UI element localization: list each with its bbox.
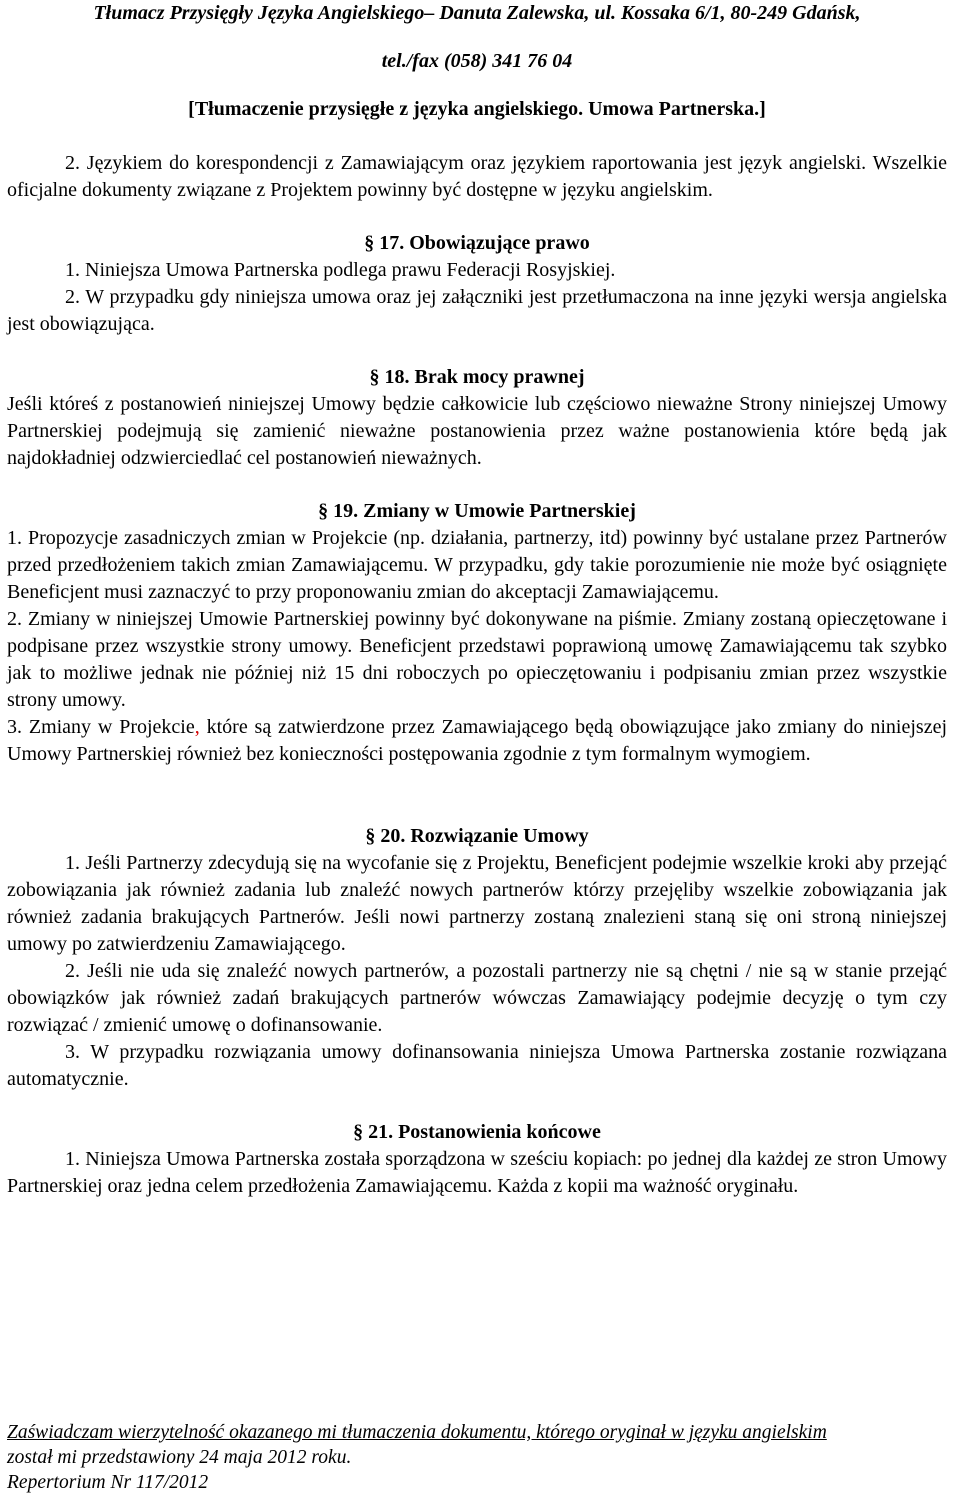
section-17-p2: 2. W przypadku gdy niniejsza umowa oraz jej załączniki jest przetłumaczona na inne języki wersja angielska jest obowiązująca. [7, 286, 947, 335]
section-18-p1: Jeśli któreś z postanowień niniejszej Umowy będzie całkowicie lub częściowo nieważne Strony niniejszej Umowy Partnerskiej podejmują się zamienić nieważne postanowienia przez ważne postanowienia które będą jak najdokładniej odzwierciedlać cel postanowień nieważnych. [7, 393, 947, 469]
section-19-p3-start: 3. Zmiany w Projekcie [7, 716, 195, 738]
section-19-title: § 19. Zmiany w Umowie Partnerskiej [318, 500, 636, 522]
paragraph-language: 2. Językiem do korespondencji z Zamawiającym oraz językiem raportowania jest język angielski. Wszelkie oficjalne dokumenty związane z Projektem powinny być dostępne w języku angielskim. [7, 152, 947, 201]
section-19-p1: 1. Propozycje zasadniczych zmian w Projekcie (np. działania, partnerzy, itd) powinny być ustalane przez Partnerów przed przedłożeniem takich zmian Zamawiającemu. W przypadku, gdy takie porozumienie nie może być osiągnięte Beneficjent musi zaznaczyć to przy proponowaniu zmian do akceptacji Zamawiającemu. [7, 527, 947, 603]
document-caption: [Tłumaczenie przysięgłe z języka angielskiego. Umowa Partnerska.] [188, 98, 766, 120]
translator-header: Tłumacz Przysięgły Języka Angielskiego– Danuta Zalewska, ul. Kossaka 6/1, 80-249 Gdańsk, [93, 2, 861, 24]
certification-line: Zaświadczam wierzytelność okazanego mi tłumaczenia dokumentu, którego oryginał w języku angielskim [7, 1422, 827, 1443]
section-20-title: § 20. Rozwiązanie Umowy [365, 825, 589, 847]
section-19-p2: 2. Zmiany w niniejszej Umowie Partnerskiej powinny być dokonywane na piśmie. Zmiany zostaną opieczętowane i podpisane przez wszystkie strony umowy. Beneficjent przedstawi poprawioną umowę Zamawiającemu tak szybko jak to możliwe jednak nie później niż 15 dni roboczych po opieczętowaniu i podpisaniu zmian przez wszystkie strony umowy. [7, 608, 947, 711]
section-20-p2: 2. Jeśli nie uda się znaleźć nowych partnerów, a pozostali partnerzy nie są chętni / nie są w stanie przejąć obowiązków jak również zadań brakujących partnerów wówczas Zamawiający podejmie decyzję o tym czy rozwiązać / zmienić umowę o dofinansowanie. [7, 960, 947, 1036]
section-20-p1: 1. Jeśli Partnerzy zdecydują się na wycofanie się z Projektu, Beneficjent podejmie wszelkie kroki aby przejąć zobowiązania jak również zadania lub znaleźć nowych partnerów którzy przejęliby wszelkie zobowiązania jak również zadania brakujących Partnerów. Jeśli nowi partnerzy zostaną znalezieni staną się oni stroną niniejszej umowy po zatwierdzeniu Zamawiającego. [7, 852, 947, 955]
translator-contact: tel./fax (058) 341 76 04 [381, 50, 573, 72]
section-17-title: § 17. Obowiązujące prawo [364, 232, 590, 254]
section-18-title: § 18. Brak mocy prawnej [369, 366, 585, 388]
section-19-p3-end: które są zatwierdzone przez Zamawiającego będą obowiązujące jako zmiany do niniejszej Umowy Partnerskiej również bez konieczności postępowania zgodnie z tym formalnym wymogiem. [7, 716, 948, 765]
section-21-p1: 1. Niniejsza Umowa Partnerska została sporządzona w sześciu kopiach: po jednej dla każdej ze stron Umowy Partnerskiej oraz jedna celem przedłożenia Zamawiającemu. Każda z kopii ma ważność oryginału. [7, 1148, 947, 1197]
red-comma: , [194, 716, 200, 738]
section-19-p3 [7, 714, 947, 768]
section-20-p3: 3. W przypadku rozwiązania umowy dofinansowania niniejsza Umowa Partnerska zostanie rozwiązana automatycznie. [7, 1041, 947, 1090]
certification-footer [7, 1420, 947, 1495]
repertorium-number: Repertorium Nr 117/2012 [7, 1472, 209, 1493]
document-page [7, 0, 947, 1200]
section-21-title: § 21. Postanowienia końcowe [353, 1121, 601, 1143]
section-17-p1: 1. Niniejsza Umowa Partnerska podlega prawu Federacji Rosyjskiej. [65, 259, 616, 281]
certification-date-line: został mi przedstawiony 24 maja 2012 roku. [7, 1447, 352, 1468]
